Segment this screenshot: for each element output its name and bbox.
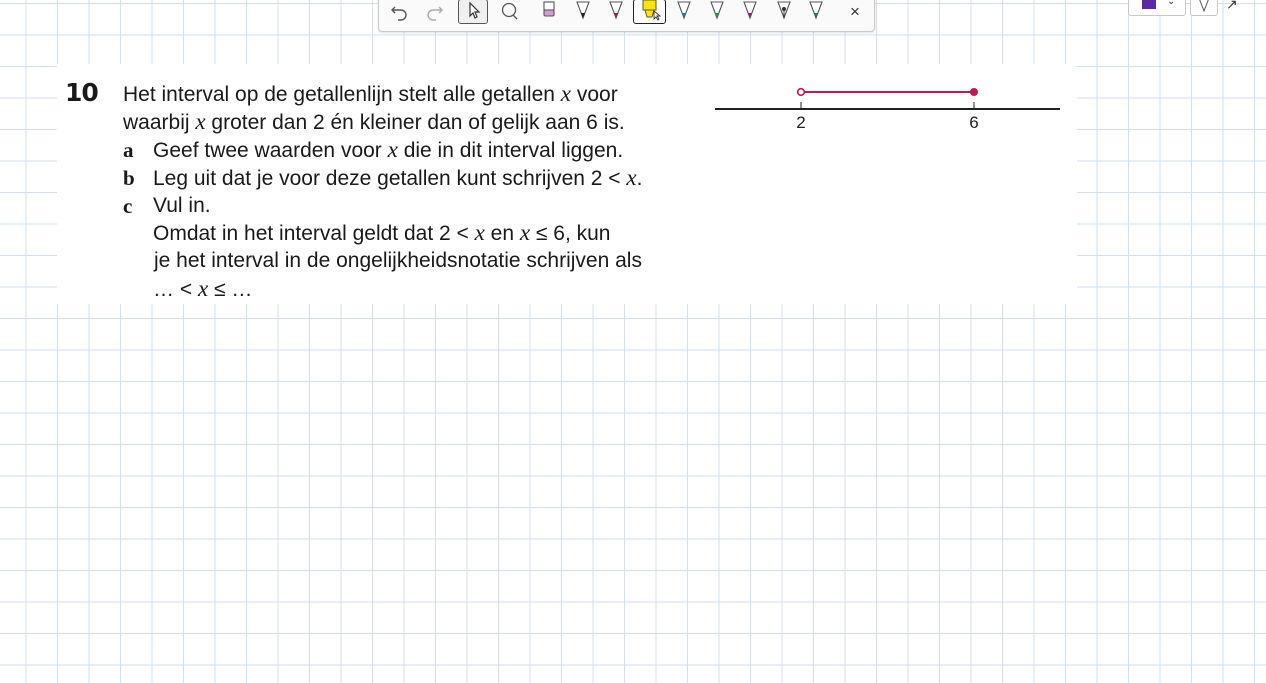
color-swatch (1142, 0, 1156, 9)
pen-icon (1191, 0, 1217, 15)
lasso-icon (500, 1, 520, 21)
redo-icon (425, 1, 445, 21)
pen-icon (808, 1, 824, 21)
part-b-label: b (123, 166, 135, 190)
fountain-pen-icon (776, 1, 792, 21)
intro-line-1: Het interval op de getallenlijn stelt alle getallen x voor (123, 81, 618, 106)
part-a-text: Geef twee waarden voor x die in dit interval liggen. (153, 137, 624, 162)
part-c-line-4: … < x ≤ … (153, 276, 253, 301)
undo-button[interactable] (384, 1, 414, 31)
part-c-label: c (123, 194, 133, 218)
part-a-label: a (123, 138, 134, 162)
open-endpoint (798, 89, 805, 96)
undo-icon (389, 1, 409, 21)
pen-blue-button[interactable] (669, 1, 699, 31)
pen-icon (575, 1, 591, 21)
part-c-line-2: Omdat in het interval geldt dat 2 < x en x ≤ 6, kun (153, 220, 611, 245)
number-line (712, 82, 1062, 137)
pen-magenta-button[interactable] (735, 1, 765, 31)
pen-icon (742, 1, 758, 21)
select-tool-button[interactable] (458, 0, 488, 24)
select-cursor-icon (465, 0, 481, 20)
tick-label-2: 2 (796, 113, 806, 132)
close-icon: × (850, 2, 860, 21)
part-b-text: Leg uit dat je voor deze getallen kunt schrijven 2 < x. (153, 165, 643, 190)
expand-icon[interactable]: ↗ (1226, 0, 1238, 12)
pen-settings-button[interactable] (1190, 0, 1218, 16)
color-picker[interactable] (1128, 0, 1186, 16)
exercise-number: 10 (65, 78, 98, 107)
pen-icon (608, 1, 624, 21)
part-c-line-3: je het interval in de ongelijkheidsnotatie schrijven als (154, 249, 642, 272)
pen-red-button[interactable] (601, 1, 631, 31)
pen-icon (676, 1, 692, 21)
part-c-line-1: Vul in. (153, 194, 211, 217)
lasso-tool-button[interactable] (495, 1, 525, 31)
highlighter-button[interactable] (633, 0, 666, 24)
pen-icon (709, 1, 725, 21)
pen-green-button[interactable] (702, 1, 732, 31)
eraser-tool-button[interactable] (534, 1, 564, 31)
redo-button[interactable] (420, 1, 450, 31)
close-toolbar-button[interactable] (840, 1, 870, 31)
eraser-icon (540, 1, 558, 21)
closed-endpoint (970, 88, 978, 96)
chevron-down-icon: ⌄ (1167, 0, 1176, 7)
pen-black-button[interactable] (568, 1, 598, 31)
exercise-panel (57, 64, 1077, 304)
fountain-pen-button[interactable] (769, 1, 799, 31)
highlighter-icon (638, 0, 662, 22)
pen-darkgreen-button[interactable] (801, 1, 831, 31)
tick-label-6: 6 (969, 113, 979, 132)
drawing-toolbar (378, 0, 875, 32)
intro-line-2: waarbij x groter dan 2 én kleiner dan of gelijk aan 6 is. (123, 109, 625, 134)
